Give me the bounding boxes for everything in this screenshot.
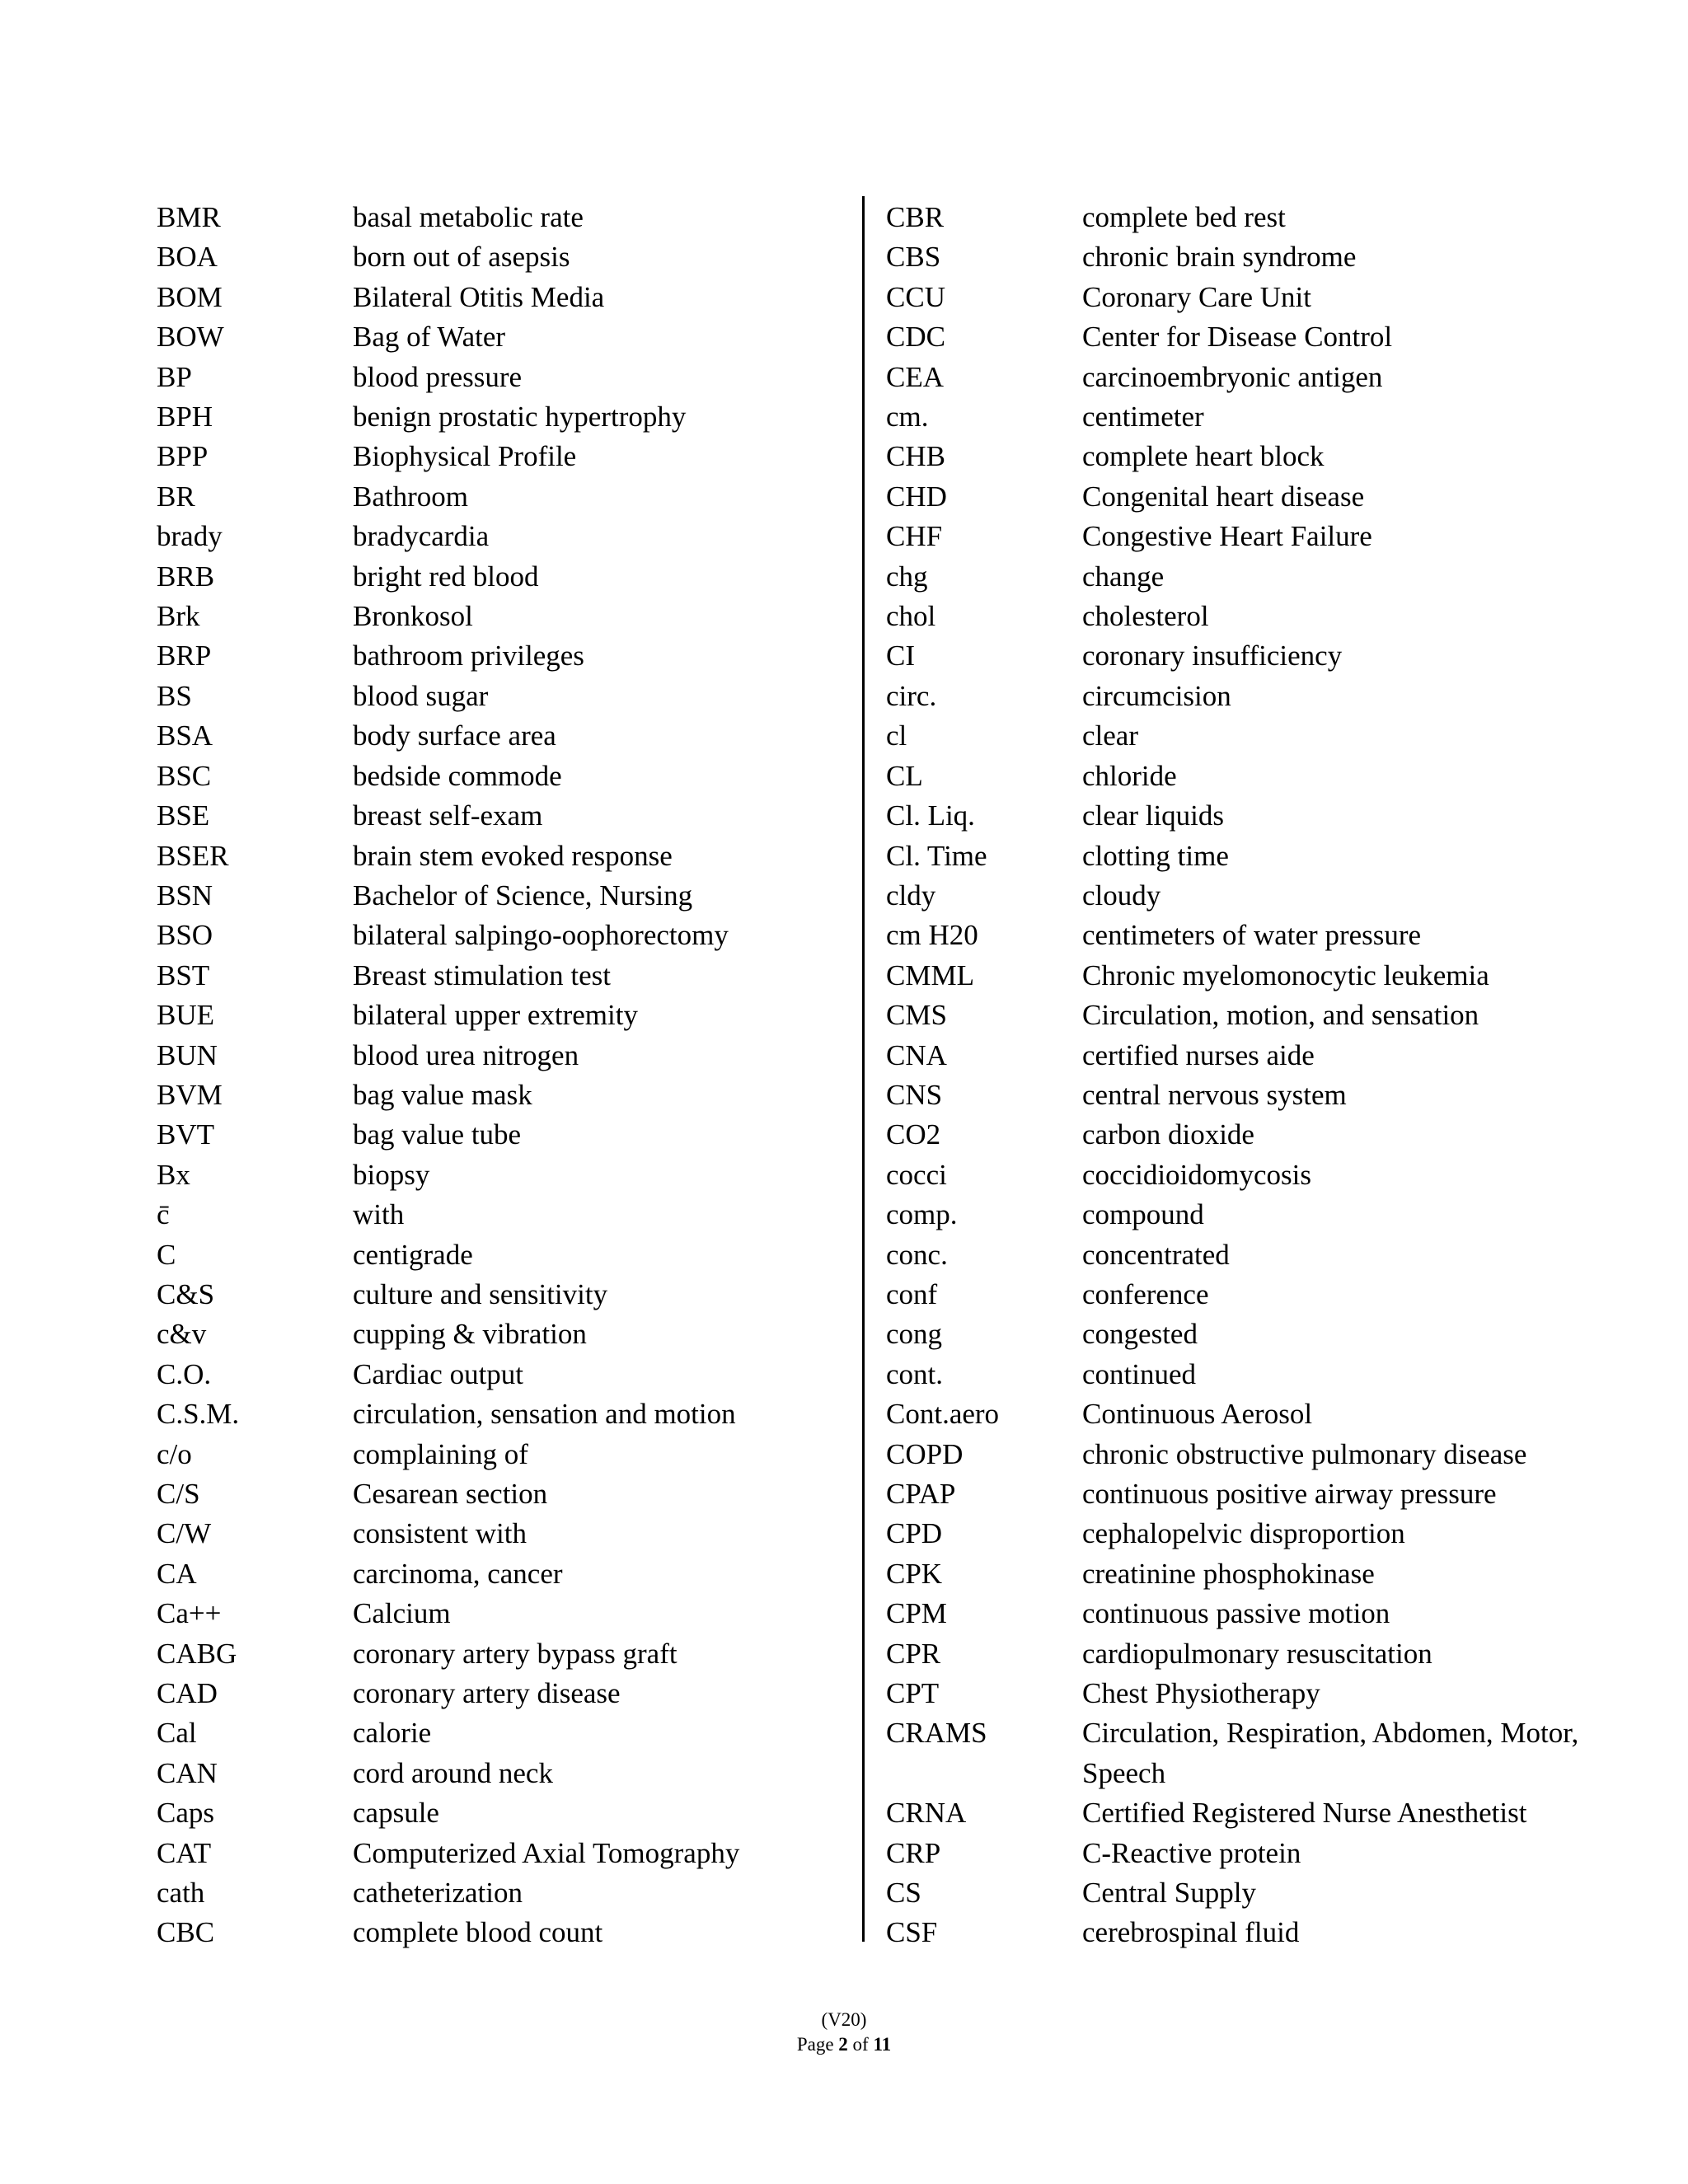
abbreviation-definition: Bag of Water [353, 321, 506, 354]
abbreviation-term: cong [886, 1318, 943, 1351]
abbreviation-definition: complete bed rest [1082, 201, 1286, 233]
abbreviation-term: Bx [157, 1158, 190, 1191]
abbreviation-term: cocci [886, 1158, 947, 1191]
abbreviation-definition: Circulation, Respiration, Abdomen, Motor, Speech [1082, 1717, 1579, 1789]
abbreviation-definition: bilateral salpingo-oophorectomy [353, 919, 729, 952]
abbreviation-row [157, 1474, 857, 1514]
abbreviation-term: BRP [157, 640, 212, 673]
abbreviation-row [157, 1634, 857, 1674]
abbreviation-definition: centimeters of water pressure [1082, 919, 1422, 952]
abbreviation-row [886, 1634, 1628, 1674]
abbreviation-definition: creatinine phosphokinase [1082, 1557, 1375, 1590]
abbreviation-row [886, 1036, 1628, 1076]
abbreviation-row [886, 1674, 1628, 1713]
abbreviation-definition: complaining of [353, 1437, 528, 1470]
abbreviation-term: Ca++ [157, 1597, 222, 1630]
abbreviation-term: cldy [886, 879, 936, 912]
abbreviation-definition: Biophysical Profile [353, 440, 577, 473]
abbreviation-term: CMML [886, 958, 974, 991]
abbreviation-term: CPAP [886, 1478, 956, 1510]
abbreviation-row [157, 1834, 857, 1873]
abbreviation-row [886, 1474, 1628, 1514]
abbreviation-row [157, 636, 857, 676]
abbreviation-term: BSER [157, 839, 229, 872]
abbreviation-term: C [157, 1238, 176, 1271]
abbreviation-term: conf [886, 1277, 938, 1310]
abbreviation-row [886, 1834, 1628, 1873]
abbreviation-definition: congested [1082, 1318, 1198, 1351]
abbreviation-definition: coronary artery bypass graft [353, 1637, 678, 1670]
abbreviation-definition: C-Reactive protein [1082, 1836, 1301, 1869]
abbreviation-term: CHB [886, 440, 945, 473]
abbreviation-definition: centigrade [353, 1238, 473, 1271]
abbreviation-row [157, 1873, 857, 1913]
abbreviation-definition: Circulation, motion, and sensation [1082, 999, 1479, 1032]
abbreviation-term: CHD [886, 480, 947, 513]
abbreviation-term: BR [157, 480, 195, 513]
abbreviation-term: CL [886, 759, 923, 792]
abbreviation-row [886, 1115, 1628, 1155]
abbreviation-term: BPH [157, 401, 213, 434]
abbreviation-row [886, 837, 1628, 876]
abbreviation-row [886, 716, 1628, 756]
abbreviation-definition: Coronary Care Unit [1082, 280, 1311, 313]
abbreviation-row [157, 1355, 857, 1394]
abbreviation-term: circ. [886, 679, 937, 712]
abbreviation-row [157, 1195, 857, 1235]
abbreviation-term: C.S.M. [157, 1398, 240, 1431]
abbreviation-definition: cord around neck [353, 1756, 553, 1789]
abbreviation-term: cath [157, 1877, 205, 1910]
abbreviation-row [157, 198, 857, 237]
abbreviation-row [157, 1435, 857, 1474]
abbreviation-term: Cl. Time [886, 839, 987, 872]
abbreviation-definition: Cesarean section [353, 1478, 548, 1510]
abbreviation-term: cl [886, 719, 907, 752]
abbreviation-row [886, 677, 1628, 716]
abbreviation-term: BS [157, 679, 192, 712]
abbreviation-term: brady [157, 520, 223, 553]
abbreviation-row [886, 358, 1628, 397]
abbreviation-definition: Central Supply [1082, 1877, 1256, 1910]
abbreviation-definition: born out of asepsis [353, 241, 570, 274]
abbreviation-definition: body surface area [353, 719, 556, 752]
abbreviation-definition: calorie [353, 1717, 432, 1750]
abbreviation-definition: circumcision [1082, 679, 1231, 712]
abbreviation-definition: consistent with [353, 1517, 527, 1550]
abbreviation-term: BMR [157, 201, 221, 233]
abbreviation-row [157, 1155, 857, 1195]
abbreviation-definition: Bronkosol [353, 600, 473, 633]
abbreviation-definition: clear [1082, 719, 1138, 752]
abbreviation-row [157, 1275, 857, 1315]
abbreviation-term: CPD [886, 1517, 943, 1550]
abbreviation-term: Brk [157, 600, 200, 633]
abbreviation-term: CO2 [886, 1118, 941, 1151]
abbreviation-definition: complete blood count [353, 1916, 603, 1949]
abbreviation-term: BVT [157, 1118, 214, 1151]
abbreviation-term: CPK [886, 1557, 943, 1590]
left-abbreviation-column [157, 198, 857, 1953]
abbreviation-definition: coronary artery disease [353, 1677, 621, 1710]
abbreviation-row [157, 1315, 857, 1354]
abbreviation-term: CNS [886, 1078, 943, 1111]
abbreviation-row [886, 557, 1628, 597]
abbreviation-row [886, 278, 1628, 317]
abbreviation-definition: centimeter [1082, 401, 1204, 434]
abbreviation-term: CHF [886, 520, 943, 553]
abbreviation-term: BVM [157, 1078, 223, 1111]
abbreviation-row [157, 956, 857, 996]
abbreviation-term: C/S [157, 1478, 200, 1510]
abbreviation-definition: cholesterol [1082, 600, 1209, 633]
abbreviation-term: BUE [157, 999, 214, 1032]
abbreviation-definition: bathroom privileges [353, 640, 584, 673]
abbreviation-row [886, 477, 1628, 517]
abbreviation-row [886, 796, 1628, 836]
abbreviation-definition: Congestive Heart Failure [1082, 520, 1372, 553]
abbreviation-definition: catheterization [353, 1877, 523, 1910]
abbreviation-definition: Bachelor of Science, Nursing [353, 879, 693, 912]
abbreviation-definition: Chest Physiotherapy [1082, 1677, 1320, 1710]
abbreviation-row [886, 996, 1628, 1035]
abbreviation-term: CPT [886, 1677, 940, 1710]
abbreviation-term: Caps [157, 1797, 214, 1830]
abbreviation-term: BSO [157, 919, 213, 952]
abbreviation-definition: Certified Registered Nurse Anesthetist [1082, 1797, 1527, 1830]
abbreviation-definition: Continuous Aerosol [1082, 1398, 1313, 1431]
abbreviation-row [886, 1275, 1628, 1315]
abbreviation-definition: bilateral upper extremity [353, 999, 638, 1032]
abbreviation-row [886, 517, 1628, 556]
abbreviation-term: BSN [157, 879, 213, 912]
abbreviation-term: chol [886, 600, 936, 633]
abbreviation-term: CCU [886, 280, 945, 313]
abbreviation-row [157, 1793, 857, 1833]
abbreviation-row [157, 1514, 857, 1554]
abbreviation-definition: Bilateral Otitis Media [353, 280, 605, 313]
abbreviation-row [886, 198, 1628, 237]
abbreviation-term: conc. [886, 1238, 948, 1271]
abbreviation-definition: benign prostatic hypertrophy [353, 401, 687, 434]
abbreviation-row [157, 358, 857, 397]
abbreviation-row [157, 437, 857, 476]
abbreviation-definition: cupping & vibration [353, 1318, 587, 1351]
abbreviation-definition: continuous positive airway pressure [1082, 1478, 1497, 1510]
abbreviation-definition: carbon dioxide [1082, 1118, 1254, 1151]
abbreviation-term: c̄ [157, 1198, 170, 1231]
abbreviation-definition: chloride [1082, 759, 1177, 792]
abbreviation-definition: culture and sensitivity [353, 1277, 608, 1310]
abbreviation-definition: compound [1082, 1198, 1204, 1231]
right-abbreviation-column [886, 198, 1628, 1953]
abbreviation-definition: Congenital heart disease [1082, 480, 1365, 513]
abbreviation-term: BSA [157, 719, 213, 752]
footer-version: (V20) [821, 2009, 867, 2030]
abbreviation-term: CI [886, 640, 915, 673]
abbreviation-row [886, 317, 1628, 357]
abbreviation-definition: conference [1082, 1277, 1209, 1310]
abbreviation-row [886, 636, 1628, 676]
abbreviation-term: CPM [886, 1597, 947, 1630]
abbreviation-row [886, 876, 1628, 916]
abbreviation-term: COPD [886, 1437, 964, 1470]
abbreviation-definition: clotting time [1082, 839, 1229, 872]
abbreviation-row [157, 796, 857, 836]
abbreviation-row [886, 1554, 1628, 1594]
abbreviation-row [886, 437, 1628, 476]
abbreviation-term: C.O. [157, 1357, 212, 1390]
abbreviation-row [886, 916, 1628, 955]
abbreviation-definition: blood pressure [353, 360, 523, 393]
abbreviation-definition: blood urea nitrogen [353, 1038, 579, 1071]
abbreviation-row [157, 597, 857, 636]
abbreviation-term: cm H20 [886, 919, 978, 952]
abbreviation-definition: chronic brain syndrome [1082, 241, 1357, 274]
abbreviation-row [886, 397, 1628, 437]
column-divider [862, 196, 865, 1942]
abbreviation-definition: bright red blood [353, 560, 539, 593]
abbreviation-definition: continuous passive motion [1082, 1597, 1390, 1630]
abbreviation-definition: with [353, 1198, 405, 1231]
abbreviation-row [886, 1435, 1628, 1474]
abbreviation-definition: coccidioidomycosis [1082, 1158, 1312, 1191]
abbreviation-definition: biopsy [353, 1158, 430, 1191]
abbreviation-definition: complete heart block [1082, 440, 1325, 473]
abbreviation-row [886, 1913, 1628, 1952]
abbreviation-term: BSC [157, 759, 212, 792]
abbreviation-definition: carcinoma, cancer [353, 1557, 563, 1590]
abbreviation-row [157, 317, 857, 357]
abbreviation-row [157, 876, 857, 916]
abbreviation-row [157, 1115, 857, 1155]
abbreviation-definition: carcinoembryonic antigen [1082, 360, 1383, 393]
abbreviation-term: BP [157, 360, 192, 393]
abbreviation-term: CMS [886, 999, 947, 1032]
abbreviation-term: c&v [157, 1318, 207, 1351]
abbreviation-definition: cerebrospinal fluid [1082, 1916, 1300, 1949]
abbreviation-row [886, 1195, 1628, 1235]
abbreviation-definition: Computerized Axial Tomography [353, 1836, 740, 1869]
abbreviation-definition: change [1082, 560, 1165, 593]
abbreviation-row [157, 1713, 857, 1753]
abbreviation-row [886, 1394, 1628, 1434]
abbreviation-definition: central nervous system [1082, 1078, 1347, 1111]
abbreviation-row [157, 916, 857, 955]
abbreviation-definition: Cardiac output [353, 1357, 524, 1390]
abbreviation-term: CRP [886, 1836, 941, 1869]
abbreviation-row [157, 1594, 857, 1633]
abbreviation-definition: capsule [353, 1797, 439, 1830]
abbreviation-row [157, 1394, 857, 1434]
abbreviation-definition: Calcium [353, 1597, 451, 1630]
abbreviation-row [157, 237, 857, 277]
abbreviation-definition: continued [1082, 1357, 1197, 1390]
abbreviation-row [886, 1355, 1628, 1394]
abbreviation-row [157, 1076, 857, 1115]
abbreviation-row [886, 1235, 1628, 1275]
abbreviation-term: CDC [886, 321, 945, 354]
abbreviation-term: CSF [886, 1916, 938, 1949]
abbreviation-definition: coronary insufficiency [1082, 640, 1343, 673]
abbreviation-term: CAN [157, 1756, 218, 1789]
abbreviation-row [886, 1793, 1628, 1833]
abbreviation-row [886, 757, 1628, 796]
page-of: of [852, 2034, 869, 2055]
abbreviation-term: BUN [157, 1038, 218, 1071]
abbreviation-row [157, 1674, 857, 1713]
abbreviation-definition: brain stem evoked response [353, 839, 673, 872]
abbreviation-definition: certified nurses aide [1082, 1038, 1315, 1071]
abbreviation-term: BSE [157, 799, 210, 832]
abbreviation-term: Cont.aero [886, 1398, 1000, 1431]
abbreviation-definition: blood sugar [353, 679, 489, 712]
abbreviation-definition: cephalopelvic disproportion [1082, 1517, 1405, 1550]
abbreviation-definition: circulation, sensation and motion [353, 1398, 736, 1431]
abbreviation-term: cm. [886, 401, 929, 434]
abbreviation-term: CA [157, 1557, 197, 1590]
abbreviation-term: CEA [886, 360, 944, 393]
abbreviation-term: chg [886, 560, 928, 593]
page-total: 11 [873, 2034, 892, 2055]
abbreviation-term: BOA [157, 241, 218, 274]
abbreviation-term: CRAMS [886, 1717, 987, 1750]
abbreviation-row [157, 1913, 857, 1952]
abbreviation-term: CAD [157, 1677, 218, 1710]
abbreviation-row [157, 477, 857, 517]
abbreviation-definition: bag value mask [353, 1078, 532, 1111]
abbreviation-definition: bedside commode [353, 759, 562, 792]
abbreviation-definition: cloudy [1082, 879, 1161, 912]
abbreviation-row [157, 1554, 857, 1594]
abbreviation-row [886, 956, 1628, 996]
abbreviation-term: CABG [157, 1637, 237, 1670]
abbreviation-row [157, 1754, 857, 1793]
page-current: 2 [838, 2034, 848, 2055]
abbreviation-term: CNA [886, 1038, 947, 1071]
abbreviation-definition: Chronic myelomonocytic leukemia [1082, 958, 1489, 991]
abbreviation-term: CBR [886, 201, 945, 233]
abbreviation-row [157, 996, 857, 1035]
abbreviation-definition: basal metabolic rate [353, 201, 584, 233]
abbreviation-term: comp. [886, 1198, 958, 1231]
abbreviation-row [157, 757, 857, 796]
abbreviation-term: c/o [157, 1437, 192, 1470]
abbreviation-definition: Breast stimulation test [353, 958, 612, 991]
abbreviation-definition: Center for Disease Control [1082, 321, 1393, 354]
abbreviation-term: cont. [886, 1357, 944, 1390]
abbreviation-term: BST [157, 958, 210, 991]
abbreviation-row [157, 1235, 857, 1275]
abbreviation-term: BRB [157, 560, 215, 593]
footer-page-number [0, 2032, 1688, 2057]
abbreviation-row [886, 1076, 1628, 1115]
abbreviation-term: C&S [157, 1277, 215, 1310]
abbreviation-row [886, 1594, 1628, 1633]
abbreviation-definition: clear liquids [1082, 799, 1225, 832]
abbreviation-term: BOM [157, 280, 223, 313]
abbreviation-term: BOW [157, 321, 224, 354]
abbreviation-term: CRNA [886, 1797, 967, 1830]
abbreviation-definition: breast self-exam [353, 799, 543, 832]
abbreviation-definition: Bathroom [353, 480, 468, 513]
abbreviation-term: CBC [157, 1916, 215, 1949]
abbreviation-row [886, 1873, 1628, 1913]
abbreviation-row [157, 517, 857, 556]
abbreviation-row [157, 716, 857, 756]
abbreviation-definition: bradycardia [353, 520, 490, 553]
abbreviation-term: CAT [157, 1836, 212, 1869]
abbreviation-row [886, 1514, 1628, 1554]
abbreviation-term: CPR [886, 1637, 941, 1670]
page-prefix: Page [796, 2034, 834, 2055]
abbreviation-row [157, 677, 857, 716]
abbreviation-row [886, 597, 1628, 636]
abbreviation-term: Cl. Liq. [886, 799, 975, 832]
abbreviation-row [157, 397, 857, 437]
abbreviation-row [157, 837, 857, 876]
abbreviation-term: CBS [886, 241, 941, 274]
abbreviation-definition: cardiopulmonary resuscitation [1082, 1637, 1432, 1670]
abbreviation-definition: concentrated [1082, 1238, 1230, 1271]
abbreviation-row [157, 1036, 857, 1076]
abbreviation-row [157, 278, 857, 317]
abbreviation-term: Cal [157, 1717, 197, 1750]
abbreviation-row [157, 557, 857, 597]
abbreviation-row [886, 237, 1628, 277]
abbreviation-definition: chronic obstructive pulmonary disease [1082, 1437, 1527, 1470]
abbreviation-term: CS [886, 1877, 921, 1910]
abbreviation-row [886, 1713, 1628, 1793]
abbreviation-term: BPP [157, 440, 209, 473]
abbreviation-row [886, 1155, 1628, 1195]
abbreviation-row [886, 1315, 1628, 1354]
abbreviation-definition: bag value tube [353, 1118, 522, 1151]
abbreviation-term: C/W [157, 1517, 212, 1550]
